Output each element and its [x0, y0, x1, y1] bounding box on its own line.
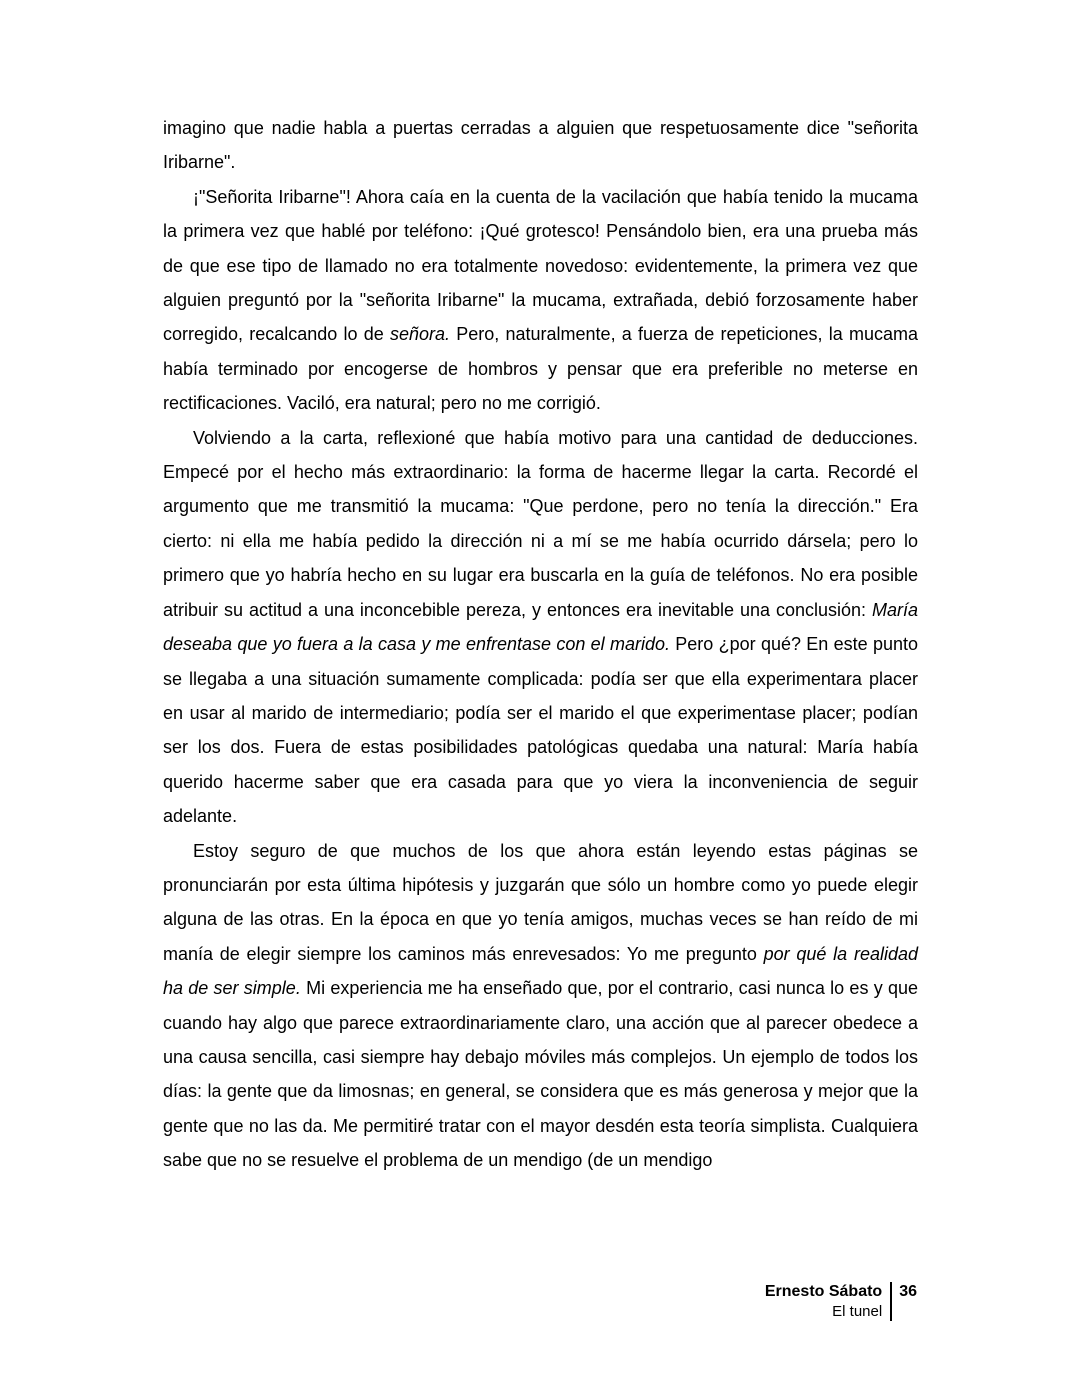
text-segment: Estoy seguro de que muchos de los que ahora están leyendo estas páginas se pronunciarán por esta última hipótesis y juzgarán que sólo un hombre como yo puede elegir alguna de las otras. En la época en que yo tenía amigos, muchas veces se han reído de mi manía de elegir siempre los caminos más enrevesados: Yo me pregunto — [163, 840, 918, 964]
footer-author: Ernesto Sábato — [764, 1283, 883, 1300]
paragraph — [163, 834, 918, 1178]
footer-book-title: El tunel — [832, 1303, 883, 1320]
text-segment: Volviendo a la carta, reflexioné que había motivo para una cantidad de deducciones. Empecé por el hecho más extraordinario: la forma de hacerme llegar la carta. Recordé el argumento que me transmitió la mucama: "Que perdone, pero no tenía la dirección." Era cierto: ni ella me había pedido la dirección ni a mí se me había ocurrido dársela; pero lo primero que yo habría hecho en su lugar era buscarla en la guía de teléfonos. No era posible atribuir su actitud a una inconcebible pereza, y entonces era inevitable una conclusión: — [163, 427, 918, 620]
paragraph — [163, 180, 918, 421]
page-text — [163, 111, 918, 1178]
paragraph — [163, 421, 918, 834]
italic-text-segment: por qué la realidad ha de ser simple. — [163, 943, 918, 999]
page-footer — [765, 1282, 917, 1321]
text-segment: imagino que nadie habla a puertas cerradas a alguien que respetuosamente dice "señorita Iribarne". — [163, 118, 918, 173]
italic-text-segment: María deseaba que yo fuera a la casa y me enfrentase con el marido. — [163, 599, 918, 655]
paragraph — [163, 111, 918, 180]
footer-names — [765, 1282, 890, 1321]
text-segment: Mi experiencia me ha enseñado que, por el contrario, casi nunca lo es y que cuando hay algo que parece extraordinariamente claro, una acción que al parecer obedece a una causa sencilla, casi siempre hay debajo móviles más complejos. Un ejemplo de todos los días: la gente que da limosnas; en general, se considera que es más generosa y mejor que la gente que no las da. Me permitiré tratar con el mayor desdén esta teoría simplista. Cualquiera sabe que no se resuelve el problema de un mendigo (de un mendigo — [163, 978, 918, 1171]
text-segment: ¡"Señorita Iribarne"! Ahora caía en la cuenta de la vacilación que había tenido la mucama la primera vez que hablé por teléfono: ¡Qué grotesco! Pensándolo bien, era una prueba más de que ese tipo de llamado no era totalmente novedoso: evidentemente, la primera vez que alguien preguntó por la "señorita Iribarne" la mucama, extrañada, debió forzosamente haber corregido, recalcando lo de — [163, 186, 918, 345]
footer-page-number: 36 — [899, 1283, 917, 1300]
text-segment: Pero, naturalmente, a fuerza de repeticiones, la mucama había terminado por encogerse de hombros y pensar que era preferible no meterse en rectificaciones. Vaciló, era natural; pero no me corrigió. — [163, 324, 918, 414]
italic-text-segment: señora. — [390, 324, 451, 345]
text-segment: Pero ¿por qué? En este punto se llegaba a una situación sumamente complicada: podía ser que ella experimentara placer en usar al marido de intermediario; podía ser el marido el que experimentase placer; podían ser los dos. Fuera de estas posibilidades patológicas quedaba una natural: María había querido hacerme saber que era casada para que yo viera la inconveniencia de seguir adelante. — [163, 634, 918, 827]
